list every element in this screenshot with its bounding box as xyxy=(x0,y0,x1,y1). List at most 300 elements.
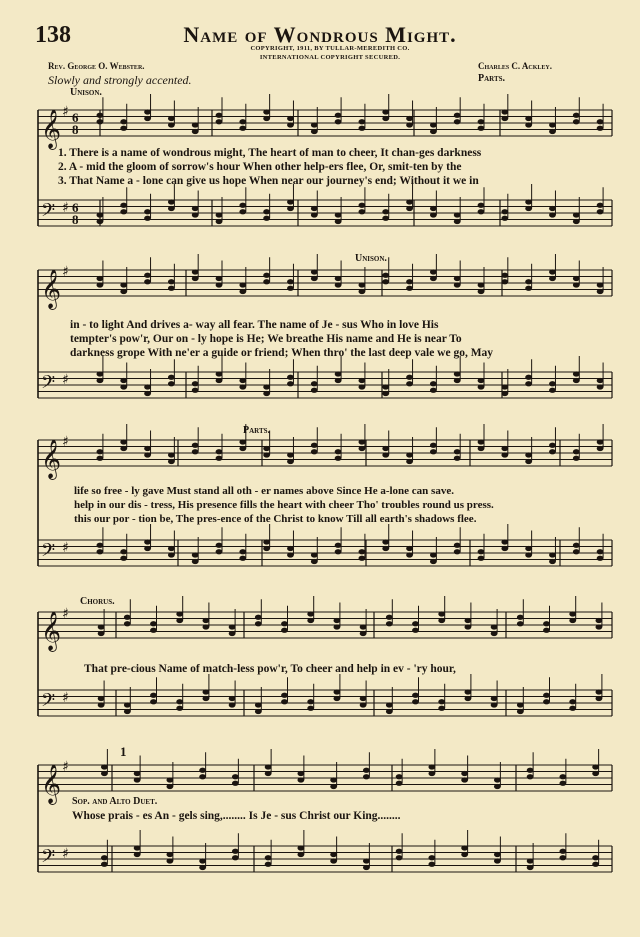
note-head xyxy=(382,279,389,284)
note-head xyxy=(97,378,104,383)
note-head xyxy=(454,549,461,554)
note-head xyxy=(428,855,435,860)
lyric-line: life so free - ly gave Must stand all oth - er names above Since He a-lone can save. xyxy=(74,485,454,497)
lyric-line: 2. A - mid the gloom of sorrow's hour When other help-ers flee, Or, smit-ten by the xyxy=(58,161,462,173)
note-head xyxy=(501,452,508,457)
note-head xyxy=(144,273,151,278)
note-head xyxy=(97,113,104,118)
key-signature-sharp-icon: ♯ xyxy=(62,540,69,556)
note-head xyxy=(297,777,304,782)
note-head xyxy=(573,219,580,224)
note-head xyxy=(229,624,236,629)
note-head xyxy=(144,384,151,389)
note-head xyxy=(192,276,199,281)
bass-clef-icon: 𝄢 xyxy=(41,540,56,566)
note-head xyxy=(501,446,508,451)
note-head xyxy=(359,289,366,294)
note-head xyxy=(97,549,104,554)
note-head xyxy=(592,855,599,860)
note-head xyxy=(501,539,508,544)
note-head xyxy=(478,378,485,383)
note-head xyxy=(517,702,524,707)
note-head xyxy=(287,375,294,380)
note-head xyxy=(263,539,270,544)
note-head xyxy=(216,282,223,287)
note-head xyxy=(192,381,199,386)
note-head xyxy=(396,849,403,854)
note-head xyxy=(359,378,366,383)
note-head xyxy=(97,282,104,287)
note-head xyxy=(192,212,199,217)
note-head xyxy=(311,122,318,127)
key-signature-sharp-icon: ♯ xyxy=(62,264,69,280)
note-head xyxy=(192,269,199,274)
note-head xyxy=(382,216,389,221)
note-head xyxy=(176,611,183,616)
note-head xyxy=(428,771,435,776)
note-head xyxy=(287,381,294,386)
note-head xyxy=(311,212,318,217)
note-head xyxy=(98,702,105,707)
bass-clef-icon: 𝄢 xyxy=(41,200,56,226)
note-head xyxy=(311,381,318,386)
note-head xyxy=(334,696,341,701)
note-head xyxy=(597,209,604,214)
note-head xyxy=(359,439,366,444)
note-head xyxy=(120,203,127,208)
note-head xyxy=(216,219,223,224)
note-head xyxy=(412,693,419,698)
note-head xyxy=(203,689,210,694)
note-head xyxy=(255,702,262,707)
note-head xyxy=(494,852,501,857)
note-head xyxy=(168,546,175,551)
note-head xyxy=(360,624,367,629)
note-head xyxy=(239,282,246,287)
note-head xyxy=(596,618,603,623)
note-head xyxy=(281,693,288,698)
note-head xyxy=(596,624,603,629)
lyric-line: 3. That Name a - lone can give us hope When near our journey's end; Without it we in xyxy=(58,175,479,187)
note-head xyxy=(97,449,104,454)
lyric-line: this our por - tion be, The pres-ence of the Christ to know Till all earth's shadows flee. xyxy=(74,513,477,525)
note-head xyxy=(517,621,524,626)
note-head xyxy=(382,391,389,396)
note-head xyxy=(406,375,413,380)
note-head xyxy=(239,126,246,131)
note-head xyxy=(430,276,437,281)
note-head xyxy=(517,615,524,620)
note-head xyxy=(396,855,403,860)
note-head xyxy=(501,273,508,278)
note-head xyxy=(430,552,437,557)
note-head xyxy=(335,119,342,124)
note-head xyxy=(359,446,366,451)
time-signature: 6 xyxy=(72,200,79,215)
note-head xyxy=(297,771,304,776)
note-head xyxy=(335,212,342,217)
note-head xyxy=(454,212,461,217)
note-head xyxy=(454,371,461,376)
note-head xyxy=(573,549,580,554)
note-head xyxy=(430,443,437,448)
note-head xyxy=(255,621,262,626)
note-head xyxy=(597,119,604,124)
note-head xyxy=(239,439,246,444)
note-head xyxy=(97,543,104,548)
note-head xyxy=(134,845,141,850)
note-head xyxy=(134,771,141,776)
note-head xyxy=(263,209,270,214)
note-head xyxy=(192,559,199,564)
note-head xyxy=(359,549,366,554)
key-signature-sharp-icon: ♯ xyxy=(62,759,69,775)
note-head xyxy=(192,129,199,134)
note-head xyxy=(101,862,108,867)
note-head xyxy=(573,212,580,217)
note-head xyxy=(573,456,580,461)
note-head xyxy=(239,203,246,208)
note-head xyxy=(573,371,580,376)
copyright-line: COPYRIGHT, 1911, BY TULLAR-MEREDITH CO. xyxy=(250,45,410,52)
note-head xyxy=(232,774,239,779)
note-head xyxy=(216,276,223,281)
note-head xyxy=(360,696,367,701)
note-head xyxy=(363,865,370,870)
note-head xyxy=(549,269,556,274)
note-head xyxy=(430,381,437,386)
note-head xyxy=(592,862,599,867)
note-head xyxy=(454,276,461,281)
note-head xyxy=(168,459,175,464)
note-head xyxy=(150,628,157,633)
note-head xyxy=(199,774,206,779)
note-head xyxy=(335,371,342,376)
note-head xyxy=(549,206,556,211)
note-head xyxy=(406,206,413,211)
note-head xyxy=(216,549,223,554)
note-head xyxy=(263,546,270,551)
note-head xyxy=(549,449,556,454)
time-signature: 8 xyxy=(72,122,79,137)
note-head xyxy=(144,446,151,451)
note-head xyxy=(263,391,270,396)
note-head xyxy=(360,702,367,707)
note-head xyxy=(527,768,534,773)
note-head xyxy=(166,852,173,857)
note-head xyxy=(525,452,532,457)
note-head xyxy=(203,618,210,623)
note-head xyxy=(263,279,270,284)
note-head xyxy=(330,852,337,857)
note-head xyxy=(287,452,294,457)
note-head xyxy=(382,452,389,457)
note-head xyxy=(430,388,437,393)
note-head xyxy=(97,212,104,217)
treble-clef-icon: 𝄞 xyxy=(41,269,62,309)
composer-credit: Charles C. Ackley. xyxy=(478,61,553,71)
note-head xyxy=(382,273,389,278)
note-head xyxy=(430,129,437,134)
note-head xyxy=(144,279,151,284)
note-head xyxy=(311,449,318,454)
note-head xyxy=(120,439,127,444)
note-head xyxy=(311,388,318,393)
note-head xyxy=(335,378,342,383)
note-head xyxy=(597,282,604,287)
note-head xyxy=(307,699,314,704)
note-head xyxy=(239,289,246,294)
note-head xyxy=(97,371,104,376)
note-head xyxy=(430,206,437,211)
key-signature-sharp-icon: ♯ xyxy=(62,690,69,706)
note-head xyxy=(382,384,389,389)
note-head xyxy=(430,269,437,274)
note-head xyxy=(549,552,556,557)
note-head xyxy=(491,696,498,701)
note-head xyxy=(573,543,580,548)
note-head xyxy=(597,378,604,383)
time-signature: 8 xyxy=(72,212,79,227)
note-head xyxy=(573,282,580,287)
note-head xyxy=(281,621,288,626)
note-head xyxy=(120,378,127,383)
note-head xyxy=(454,378,461,383)
note-head xyxy=(549,212,556,217)
key-signature-sharp-icon: ♯ xyxy=(62,434,69,450)
note-head xyxy=(406,116,413,121)
note-head xyxy=(335,449,342,454)
note-head xyxy=(335,456,342,461)
lyric-line: in - to light And drives a- way all fear. The name of Je - sus Who in love His xyxy=(70,319,439,331)
note-head xyxy=(517,709,524,714)
note-head xyxy=(98,624,105,629)
note-head xyxy=(311,559,318,564)
note-head xyxy=(382,209,389,214)
note-head xyxy=(144,209,151,214)
note-head xyxy=(359,119,366,124)
hymn-title: Name of Wondrous Might. xyxy=(183,22,457,47)
note-head xyxy=(176,618,183,623)
note-head xyxy=(192,388,199,393)
treble-clef-icon: 𝄞 xyxy=(41,611,62,651)
note-head xyxy=(265,855,272,860)
treble-clef-icon: 𝄞 xyxy=(41,439,62,479)
treble-clef-icon: 𝄞 xyxy=(41,109,62,149)
key-signature-sharp-icon: ♯ xyxy=(62,846,69,862)
note-head xyxy=(144,539,151,544)
note-head xyxy=(239,556,246,561)
parts-label: Parts. xyxy=(243,425,271,436)
note-head xyxy=(592,771,599,776)
note-head xyxy=(168,206,175,211)
note-head xyxy=(461,771,468,776)
note-head xyxy=(525,286,532,291)
note-head xyxy=(428,764,435,769)
note-head xyxy=(335,219,342,224)
note-head xyxy=(478,119,485,124)
note-head xyxy=(287,199,294,204)
note-head xyxy=(265,862,272,867)
note-head xyxy=(525,552,532,557)
note-head xyxy=(382,446,389,451)
note-head xyxy=(120,549,127,554)
lyric-line: That pre-cious Name of match-less pow'r, To cheer and help in ev - 'ry hour, xyxy=(84,663,456,675)
note-head xyxy=(359,384,366,389)
note-head xyxy=(150,693,157,698)
note-head xyxy=(311,206,318,211)
note-head xyxy=(120,384,127,389)
note-head xyxy=(287,116,294,121)
note-head xyxy=(461,777,468,782)
note-head xyxy=(168,552,175,557)
note-head xyxy=(359,203,366,208)
note-head xyxy=(430,449,437,454)
note-head xyxy=(281,628,288,633)
note-head xyxy=(573,378,580,383)
note-head xyxy=(120,126,127,131)
note-head xyxy=(311,129,318,134)
first-ending-number: 1 xyxy=(120,744,127,759)
note-head xyxy=(527,858,534,863)
lyric-line: tempter's pow'r, Our on - ly hope is He; We breathe His name and He is near To xyxy=(70,333,462,345)
key-signature-sharp-icon: ♯ xyxy=(62,200,69,216)
note-head xyxy=(559,781,566,786)
note-head xyxy=(216,543,223,548)
note-head xyxy=(330,784,337,789)
note-head xyxy=(525,122,532,127)
note-head xyxy=(412,699,419,704)
note-head xyxy=(216,212,223,217)
note-head xyxy=(168,452,175,457)
note-head xyxy=(597,556,604,561)
note-head xyxy=(597,549,604,554)
note-head xyxy=(569,618,576,623)
note-head xyxy=(144,391,151,396)
note-head xyxy=(412,628,419,633)
key-signature-sharp-icon: ♯ xyxy=(62,104,69,120)
note-head xyxy=(124,621,131,626)
note-head xyxy=(101,771,108,776)
note-head xyxy=(386,702,393,707)
note-head xyxy=(199,768,206,773)
note-head xyxy=(430,212,437,217)
note-head xyxy=(120,119,127,124)
bass-clef-icon: 𝄢 xyxy=(41,690,56,716)
note-head xyxy=(359,556,366,561)
note-head xyxy=(525,546,532,551)
note-head xyxy=(412,621,419,626)
note-head xyxy=(438,618,445,623)
note-head xyxy=(239,446,246,451)
note-head xyxy=(307,618,314,623)
note-head xyxy=(98,696,105,701)
note-head xyxy=(549,122,556,127)
note-head xyxy=(406,279,413,284)
note-head xyxy=(216,371,223,376)
note-head xyxy=(478,209,485,214)
note-head xyxy=(232,781,239,786)
note-head xyxy=(454,282,461,287)
note-head xyxy=(478,282,485,287)
note-head xyxy=(199,858,206,863)
note-head xyxy=(335,282,342,287)
note-head xyxy=(494,784,501,789)
bass-clef-icon: 𝄢 xyxy=(41,846,56,872)
note-head xyxy=(382,539,389,544)
note-head xyxy=(549,276,556,281)
note-head xyxy=(543,621,550,626)
note-head xyxy=(287,286,294,291)
note-head xyxy=(203,696,210,701)
note-head xyxy=(454,456,461,461)
note-head xyxy=(101,764,108,769)
note-head xyxy=(454,113,461,118)
lyric-line: darkness grope With ne'er a guide or friend; When thro' the last deep vale we go, May xyxy=(70,347,494,359)
note-head xyxy=(124,615,131,620)
note-head xyxy=(203,624,210,629)
note-head xyxy=(311,443,318,448)
note-head xyxy=(287,546,294,551)
note-head xyxy=(406,286,413,291)
note-head xyxy=(501,209,508,214)
note-head xyxy=(216,449,223,454)
note-head xyxy=(501,216,508,221)
note-head xyxy=(239,384,246,389)
note-head xyxy=(359,282,366,287)
note-head xyxy=(287,279,294,284)
note-head xyxy=(334,624,341,629)
note-head xyxy=(406,452,413,457)
note-head xyxy=(363,858,370,863)
note-head xyxy=(192,206,199,211)
note-head xyxy=(168,286,175,291)
note-head xyxy=(263,116,270,121)
note-head xyxy=(386,621,393,626)
note-head xyxy=(478,126,485,131)
note-head xyxy=(144,116,151,121)
note-head xyxy=(549,381,556,386)
note-head xyxy=(101,855,108,860)
note-head xyxy=(525,459,532,464)
note-head xyxy=(263,384,270,389)
note-head xyxy=(168,381,175,386)
note-head xyxy=(97,276,104,281)
note-head xyxy=(307,706,314,711)
note-head xyxy=(311,276,318,281)
note-head xyxy=(168,122,175,127)
note-head xyxy=(559,849,566,854)
note-head xyxy=(597,203,604,208)
note-head xyxy=(525,199,532,204)
note-head xyxy=(543,628,550,633)
note-head xyxy=(597,126,604,131)
note-head xyxy=(334,689,341,694)
note-head xyxy=(438,611,445,616)
treble-clef-icon: 𝄞 xyxy=(41,764,62,804)
note-head xyxy=(192,443,199,448)
note-head xyxy=(592,764,599,769)
poet-credit: Rev. George O. Webster. xyxy=(48,61,145,71)
note-head xyxy=(255,615,262,620)
note-head xyxy=(430,559,437,564)
note-head xyxy=(192,552,199,557)
note-head xyxy=(454,219,461,224)
lyric-line: help in our dis - tress, His presence fills the heart with cheer Tho' troubles round us press. xyxy=(74,499,494,511)
note-head xyxy=(216,456,223,461)
note-head xyxy=(263,446,270,451)
note-head xyxy=(406,552,413,557)
